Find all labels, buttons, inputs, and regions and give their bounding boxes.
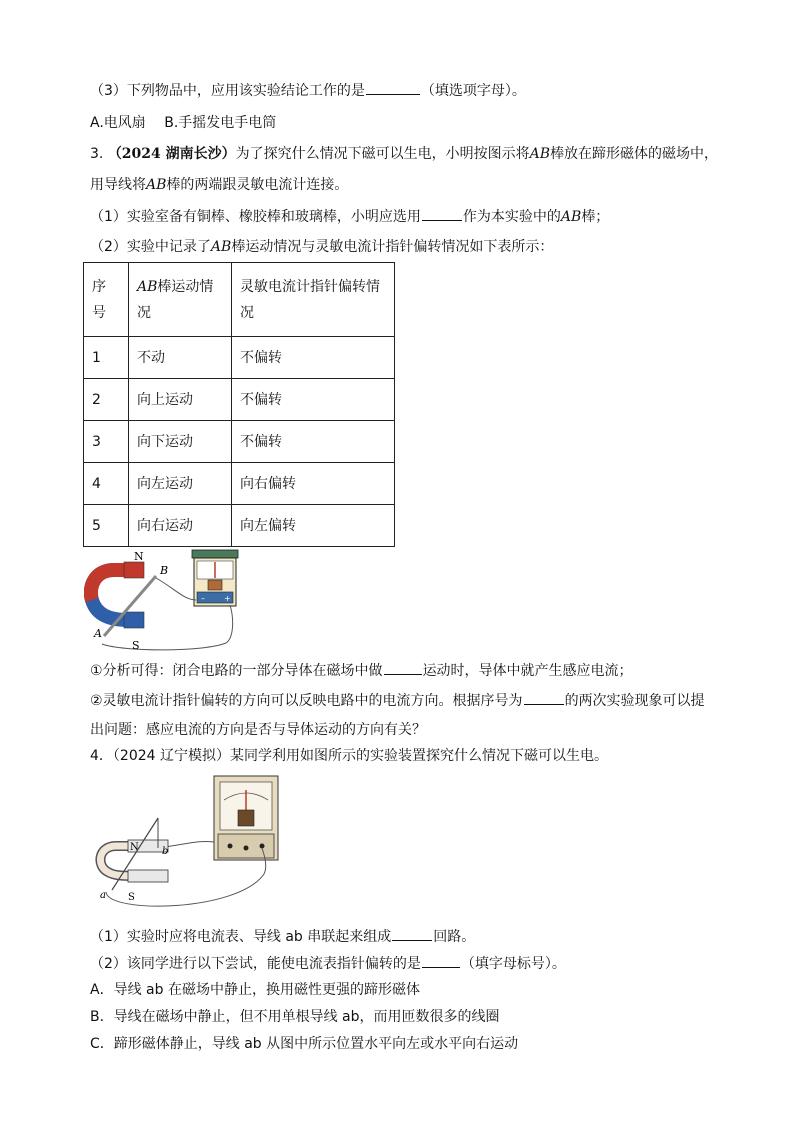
q3-sub2: （2）实验中记录了AB棒运动情况与灵敏电流计指针偏转情况如下表所示： — [90, 239, 554, 255]
q4-apparatus-figure — [88, 774, 284, 914]
option-b: B.手摇发电手电筒 — [164, 115, 277, 131]
q3-sub1: （1）实验室备有铜棒、橡胶棒和玻璃棒，小明应选用 作为本实验中的AB棒； — [90, 206, 609, 227]
svg-text:a: a — [100, 890, 106, 901]
galvanometer-icon — [192, 550, 238, 606]
q2-options — [90, 113, 276, 133]
svg-text:S: S — [128, 892, 135, 903]
q3-conclusion-2-cont: 出问题：感应电流的方向是否与导体运动的方向有关？ — [90, 722, 426, 738]
q4-option-a: A．导线 ab 在磁场中静止，换用磁性更强的蹄形磁体 — [90, 982, 420, 998]
svg-text:N: N — [130, 842, 139, 853]
q4-option-b: B．导线在磁场中静止，但不用单根导线 ab，而用匝数很多的线圈 — [90, 1009, 500, 1025]
q4-option-c: C．蹄形磁体静止，导线 ab 从图中所示位置水平向左或水平向右运动 — [90, 1036, 519, 1052]
table-row: 2 向上运动 不偏转 — [84, 379, 395, 421]
answer-blank[interactable] — [422, 206, 462, 221]
q3-conclusion-1: ①分析可得：闭合电路的一部分导体在磁场中做 运动时，导体中就产生感应电流； — [90, 660, 633, 681]
q4-sub2: （2）该同学进行以下尝试，能使电流表指针偏转的是 （填字母标号）。 — [90, 953, 566, 974]
horseshoe-magnet-icon — [91, 562, 144, 628]
answer-blank[interactable] — [524, 690, 564, 705]
svg-text:B: B — [160, 564, 169, 577]
q3-apparatus-figure — [84, 548, 254, 652]
ammeter-icon — [214, 776, 278, 860]
answer-blank[interactable] — [384, 660, 422, 675]
q3-stem-line2: 用导线将AB棒的两端跟灵敏电流计连接。 — [90, 177, 349, 193]
option-a: A.电风扇 — [90, 115, 146, 131]
q2-sub3: （3）下列物品中，应用该实验结论工作的是 （填选项字母）。 — [90, 80, 526, 101]
table-header-row — [84, 263, 395, 337]
table-row: 4 向左运动 向右偏转 — [84, 463, 395, 505]
answer-blank[interactable] — [422, 953, 460, 968]
header-deflection: 灵敏电流计指针偏转情 况 — [232, 263, 395, 337]
q3-conclusion-2: ②灵敏电流计指针偏转的方向可以反映电路中的电流方向。根据序号为 的两次实验现象可以提 — [90, 690, 705, 711]
q4-sub1: （1）实验时应将电流表、导线 ab 串联起来组成 回路。 — [90, 926, 475, 947]
answer-blank[interactable] — [366, 80, 420, 95]
q3-stem-line1: 3. （2024 湖南长沙）为了探究什么情况下磁可以生电，小明按图示将AB棒放在蹄形磁体的磁场中， — [90, 146, 719, 162]
header-motion: AB棒运动情 况 — [129, 263, 232, 337]
svg-text:–: – — [201, 594, 205, 603]
table-row: 1 不动 不偏转 — [84, 337, 395, 379]
svg-text:S: S — [132, 639, 140, 652]
results-table — [83, 262, 395, 547]
table-row: 3 向下运动 不偏转 — [84, 421, 395, 463]
svg-text:b: b — [162, 846, 169, 857]
svg-text:N: N — [134, 550, 144, 563]
q4-stem: 4．（2024 辽宁模拟）某同学利用如图所示的实验装置探究什么情况下磁可以生电。 — [90, 748, 608, 764]
header-index: 序 号 — [84, 263, 129, 337]
svg-text:+: + — [224, 594, 231, 603]
answer-blank[interactable] — [392, 926, 432, 941]
svg-text:A: A — [94, 627, 102, 640]
table-row: 5 向右运动 向左偏转 — [84, 505, 395, 547]
